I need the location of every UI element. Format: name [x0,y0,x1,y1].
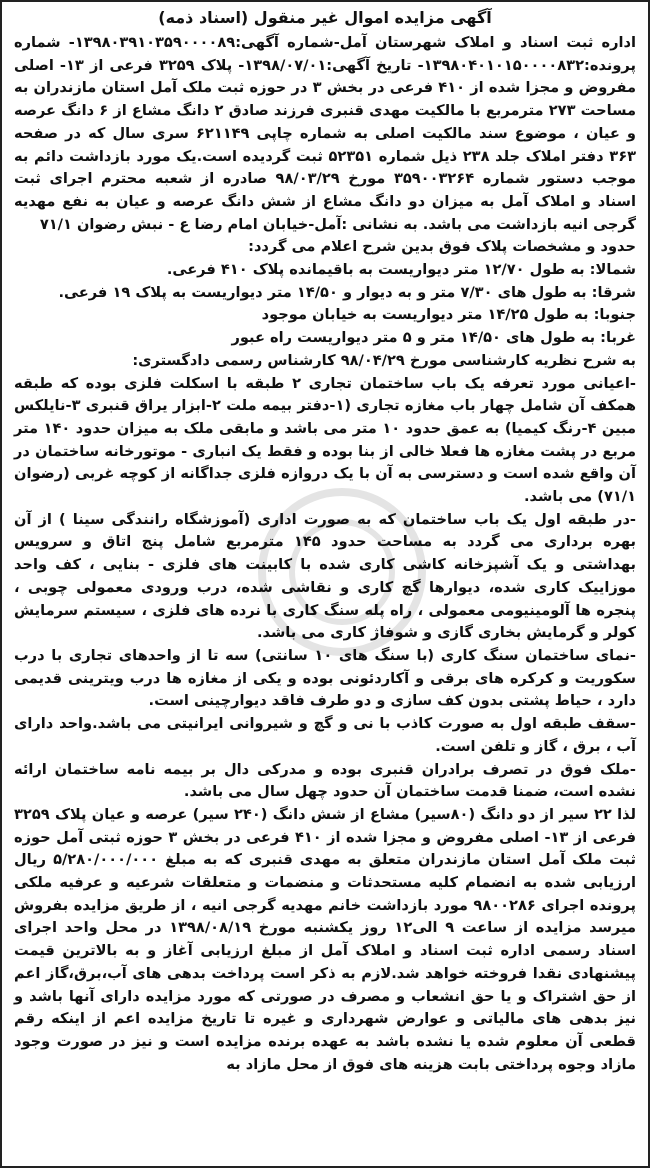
notice-paragraph-facade: -نمای ساختمان سنگ کاری (با سنگ های ۱۰ سانتی) سه تا از واحدهای تجاری با درب سکوریت و کرکره های برقی و آکاردئونی بوده و یکی از مغازه ها درب ویترینی قدیمی دارد ، حیاط پشتی بدون کف سازی و دو طرف فاقد دیوارچینی است. [14,646,636,710]
notice-paragraph-east: شرقا: به طول های ۷/۳۰ متر و به دیوار و ۱۴/۵۰ متر دیواریست به پلاک ۱۹ فرعی. [58,283,636,301]
notice-paragraph-north: شمالا: به طول ۱۲/۷۰ متر دیواریست به باقیمانده پلاک ۴۱۰ فرعی. [166,261,636,279]
notice-paragraph-intro: اداره ثبت اسناد و املاک شهرستان آمل-شماره آگهی:۱۳۹۸۰۳۹۱۰۳۵۹۰۰۰۰۸۹- شماره پرونده:۱۳۹۸۰۴۰۱۰۱۵۰۰۰۰۸۳۲- تاریخ آگهی:۱۳۹۸/۰۷/۰۱- پلاک ۳۲۵۹ فرعی از ۱۳- اصلی مفروض و مجزا شده از ۴۱۰ فرعی در بخش ۳ در حوزه ثبت ملک آمل استان مازندران به مساحت ۲۷۳ مترمربع با مالکیت مهدی قنبری فرزند صادق ۲ دانگ مشاع از ۶ دانگ عرصه و عیان ، موضوع سند مالکیت اصلی به شماره چاپی ۶۲۱۱۴۹ سری سال که در صفحه ۳۶۳ دفتر املاک جلد ۲۳۸ ذیل شماره ۵۲۳۵۱ ثبت گردیده است.یک مورد بازداشت دائم به موجب دستور شماره ۳۵۹۰۰۳۲۶۴ مورخ ۹۸/۰۳/۲۹ صادره از شعبه محترم اجرای ثبت اسناد و املاک آمل به میزان دو دانگ مشاع از شش دانگ عرصه و عیان به نفع مهدیه گرجی انیه بازداشت می باشد. به نشانی :آمل-خیابان امام رضا ع - نبش رضوان ۷۱/۱ [14,34,637,233]
notice-paragraph-west: غربا: به طول های ۱۴/۵۰ متر و ۵ متر دیواریست راه عبور [231,329,636,347]
notice-paragraph-boundaries-heading: حدود و مشخصات پلاک فوق بدین شرح اعلام می گردد: [248,238,636,256]
notice-paragraph-ground-floor: -اعیانی مورد تعرفه یک باب ساختمان تجاری ۲ طبقه با اسکلت فلزی بوده که طبقه همکف آن شامل چهار باب مغازه تجاری (۱-دفتر بیمه ملت ۲-ابزار یراق قنبری ۳-نایلکس مبین ۴-رنگ کیمیا) به عمق حدود ۱۰ متر می باشد و مابقی ملک به میزان حدود ۱۴۰ متر مربع در پشت مغازه ها فعلا خالی از بنا بوده و فقط یک انباری - موتورخانه ساختمان در آن واقع شده است و دسترسی به آن با یک دروازه فلزی جداگانه از کوچه غربی (رضوان ۷۱/۱) می باشد. [14,374,636,506]
notice-paragraph-first-floor: -در طبقه اول یک باب ساختمان که به صورت اداری (آموزشگاه رانندگی سینا ) از آن بهره برداری می گردد به مساحت حدود ۱۴۵ مترمربع شامل پنج اتاق و سرویس بهداشتی و یک آشپزخانه کاشی کاری شده با کابینت های فلزی - بنایی ، کف واحد موزاییک کاری شده، دیوارها گچ کاری و نقاشی شده، درب ورودی معمولی چوبی ، پنجره ها آلومینیومی معمولی ، راه پله سنگ کاری با نرده های فلزی ، سیستم سرمایش کولر و گرمایش بخاری گازی و شوفاژ کاری می باشد. [14,510,636,642]
notice-title: آگهی مزایده اموال غیر منقول (اسناد ذمه) [158,8,492,27]
notice-paragraph-possession: -ملک فوق در تصرف برادران قنبری بوده و مدرکی دال بر بیمه نامه ساختمان ارائه نشده است، ضمنا قدمت ساختمان آن حدود چهل سال می باشد. [14,760,636,801]
notice-paragraph-auction-terms: لذا ۲۲ سیر از دو دانگ (۸۰سیر) مشاع از شش دانگ (۲۴۰ سیر) عرصه و عیان پلاک ۳۲۵۹ فرعی از ۱۳- اصلی مفروض و مجزا شده از ۴۱۰ فرعی در بخش ۳ حوزه ثبتی آمل حوزه ثبت ملک آمل استان مازندران متعلق به مهدی قنبری که به مبلغ ۵/۲۸۰/۰۰۰/۰۰۰ ریال ارزیابی شده به انضمام کلیه مستحدثات و منضمات و متعلقات شرعیه و عرفیه ملکی پرونده اجرای ۹۸۰۰۲۸۶ مورد بازداشت خانم مهدیه گرجی انیه ، از طریق مزایده بفروش میرسد مزایده از ساعت ۹ الی۱۲ روز یکشنبه مورخ ۱۳۹۸/۰۸/۱۹ در محل واحد اجرای اسناد رسمی اداره ثبت اسناد و املاک آمل از مبلغ ارزیابی آغاز و به بالاترین قیمت پیشنهادی نقدا فروخته خواهد شد.لازم به ذکر است پرداخت بدهی های آب،برق،گاز اعم از حق اشتراک و یا حق انشعاب و مصرف در صورتی که مورد مزایده دارای آنها باشد و نیز بدهی های مالیاتی و عوارض شهرداری و غیره تا تاریخ مزایده اعم از اینکه رقم قطعی آن معلوم شده یا نشده باشد به عهده برنده مزایده است و نیز در صورت وجود مازاد وجوه پرداختی بابت هزینه های فوق از محل مازاد به [14,805,637,1073]
notice-paragraph-south: جنوبا: به طول ۱۴/۲۵ متر دیواریست به خیابان موجود [261,306,636,324]
notice-paragraph-expert-opinion: به شرح نظریه کارشناسی مورخ ۹۸/۰۴/۲۹ کارشناس رسمی دادگستری: [132,351,636,369]
notice-paragraph-ceiling: -سقف طبقه اول به صورت کاذب با نی و گچ و شیروانی ایرانیتی می باشد.واحد دارای آب ، برق ، گاز و تلفن است. [14,715,636,755]
